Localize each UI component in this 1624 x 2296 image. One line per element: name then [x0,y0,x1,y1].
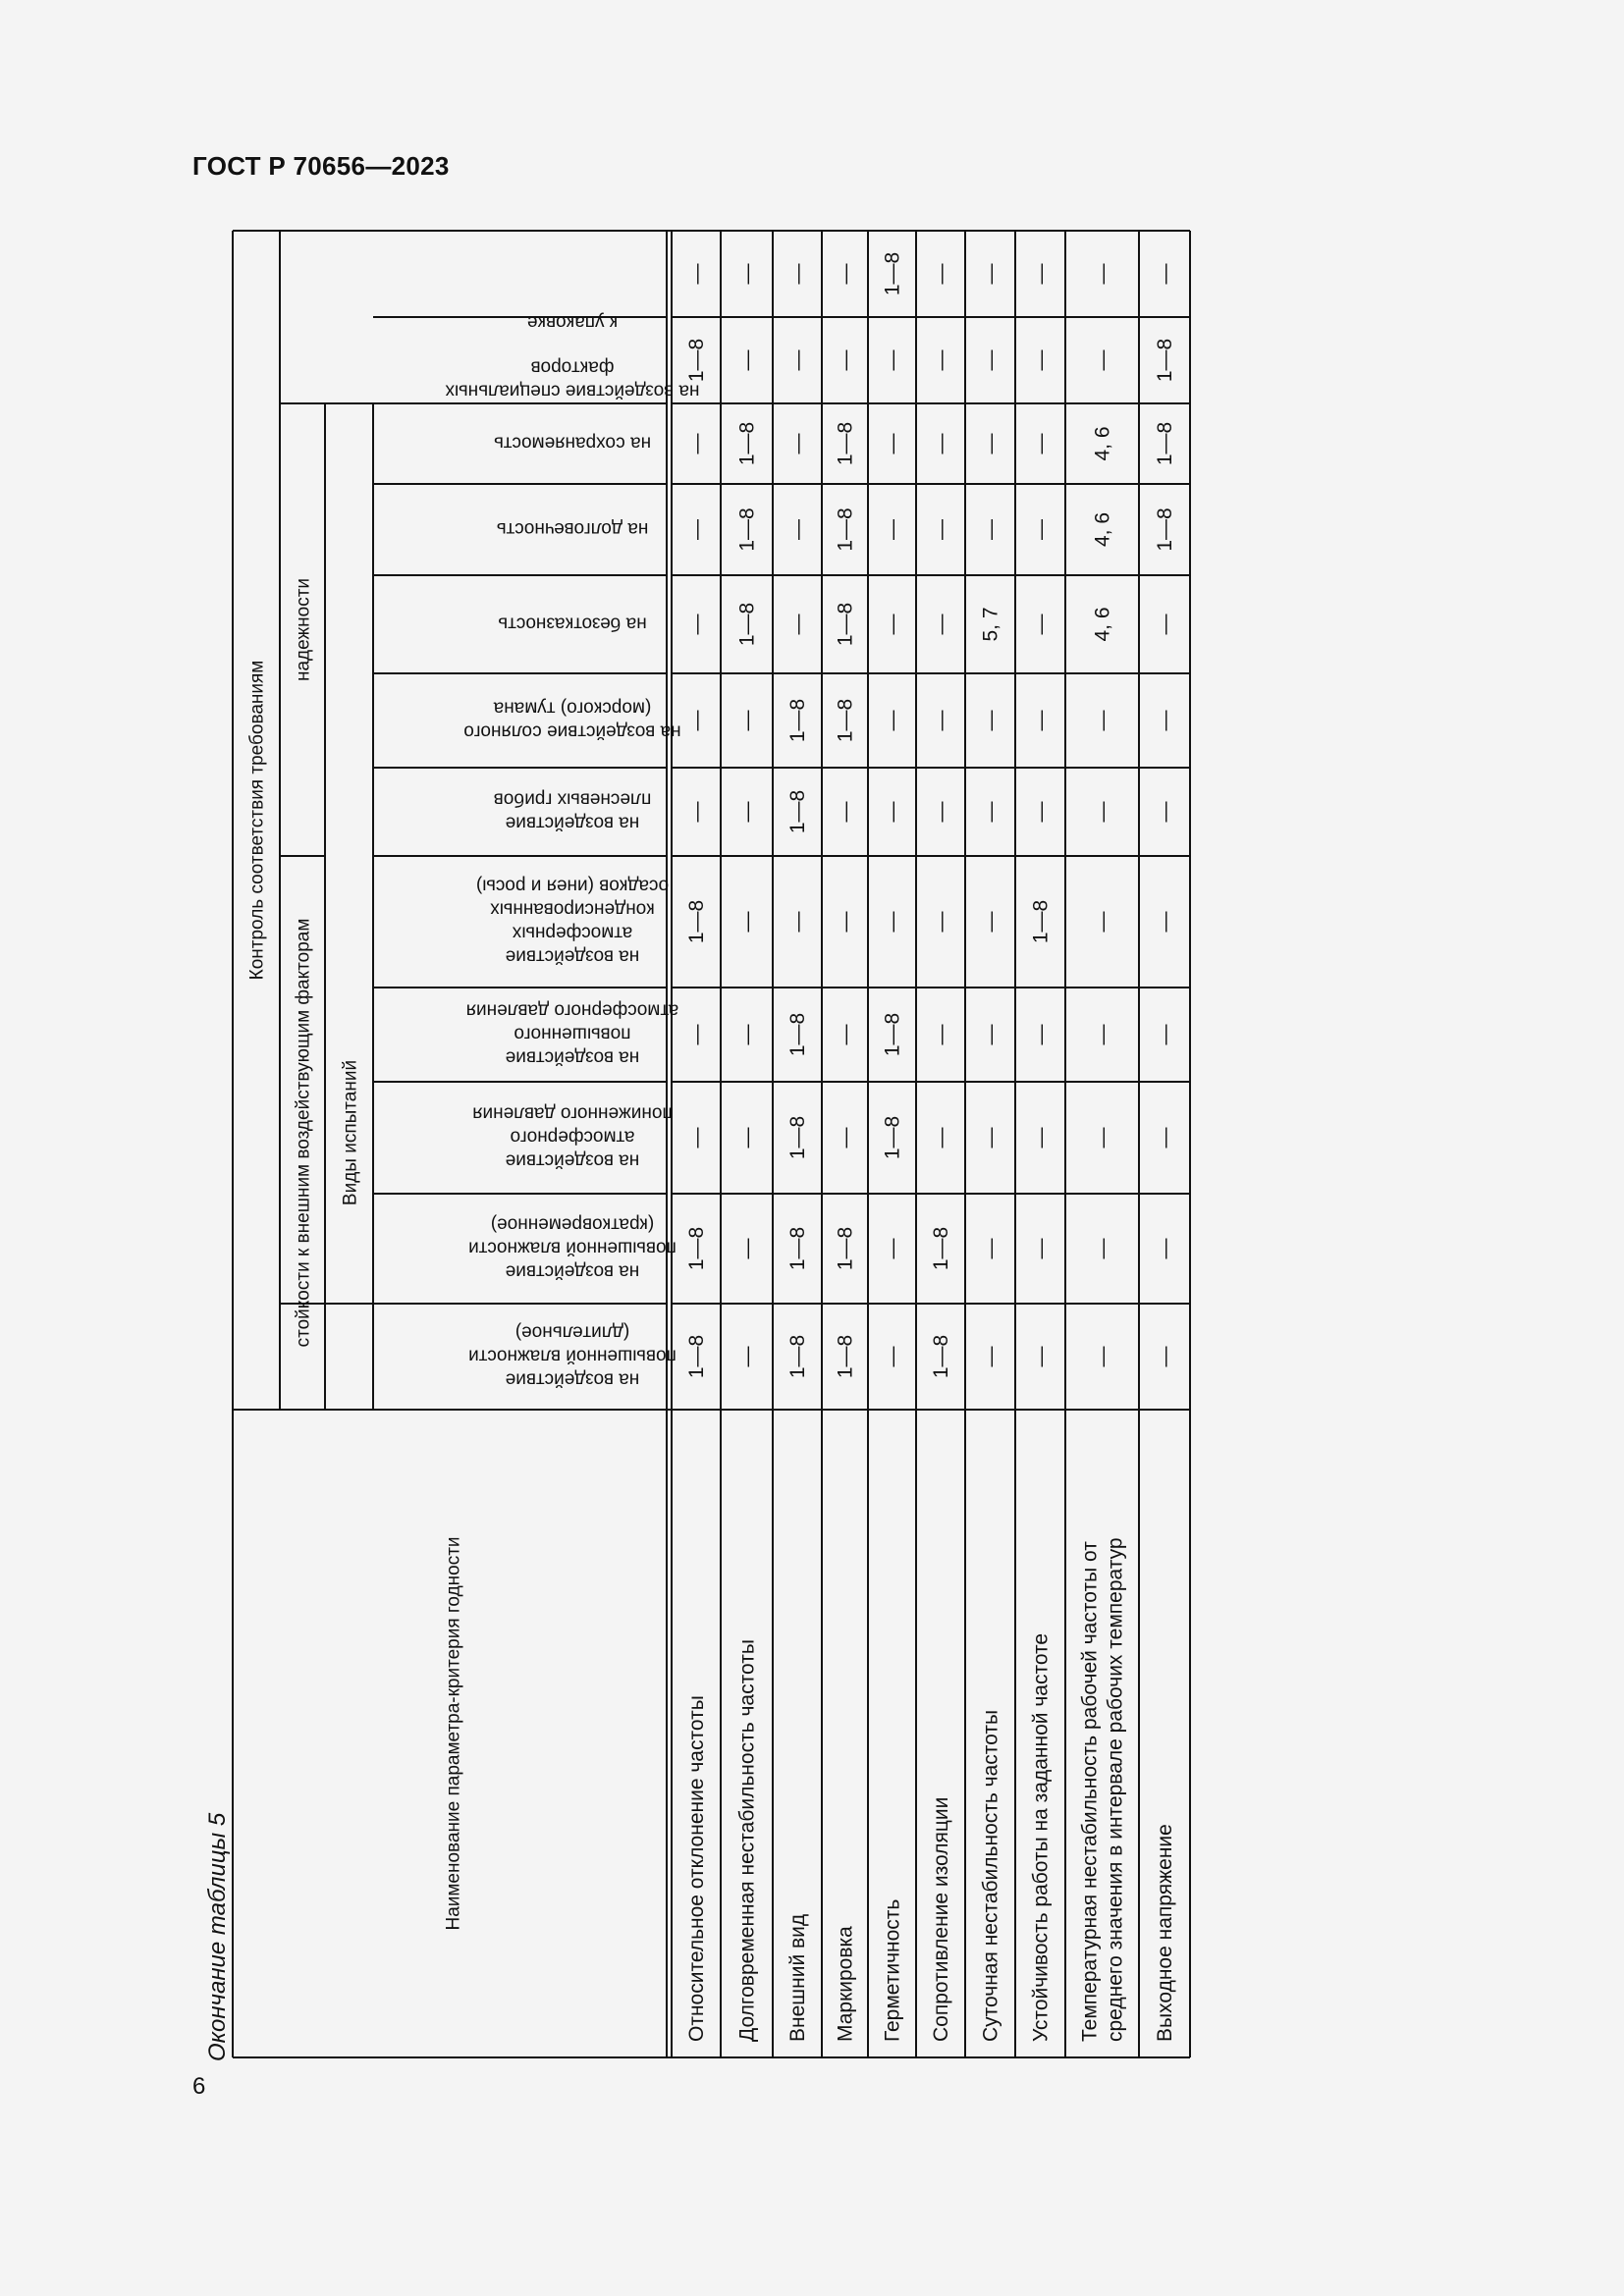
test-types-label: Виды испытаний [340,1059,361,1206]
table-cell: 4, 6 [1091,511,1114,548]
table-cell: — [1091,1127,1114,1148]
table-cell: — [979,911,1002,933]
column-header-test-2: на воздействиеатмосферногопониженного давления [472,1102,673,1171]
table-cell: — [1029,349,1053,371]
table-cell: — [786,433,809,454]
table-cell: — [1154,263,1176,285]
table-cell: — [930,710,952,731]
column-header-test-5: на воздействиеплесневых грибов [493,788,652,833]
column-header-test-6: на воздействие соляного(морского) тумана [463,697,681,742]
table-cell: — [1029,1024,1053,1045]
table-cell: 1—8 [881,251,904,296]
table-cell: — [930,349,952,371]
table-cell: 5, 7 [979,607,1002,642]
row-label: Температурная нестабильность рабочей частоты от среднего значения в интервале рабочих температур [1078,1537,1127,2042]
table-cell: 1—8 [1154,421,1176,466]
table-cell: — [930,263,952,285]
page-number: 6 [192,2073,206,2100]
table-cell: — [881,433,904,454]
table-cell: — [735,1346,759,1367]
column-header-test-8: на долговечность [496,517,649,539]
table-cell: — [930,1024,952,1045]
table-cell: 1—8 [1154,338,1176,383]
table-cell: 1—8 [1154,507,1176,552]
table-cell: — [881,614,904,635]
table-cell: — [735,1238,759,1259]
table-cell: — [1154,710,1176,731]
row-label: Выходное напряжение [1154,1824,1176,2042]
table-cell: — [1029,1346,1053,1367]
table-cell: 1—8 [834,421,857,466]
table-cell: — [735,1024,759,1045]
table-cell: — [1091,911,1114,933]
table-cell: — [930,519,952,540]
table-cell: 1—8 [834,1226,857,1271]
table-cell: 1—8 [786,698,809,743]
table-cell: — [735,710,759,731]
table-cell: 1—8 [685,338,708,383]
table-cell: — [685,1024,708,1045]
table-cell: — [979,710,1002,731]
table-cell: — [930,1127,952,1148]
table-cell: — [881,1238,904,1259]
table-cell: — [930,911,952,933]
table-cell: 4, 6 [1091,426,1114,461]
table-cell: — [979,801,1002,823]
table-cell: 1—8 [735,507,759,552]
table-cell: — [685,614,708,635]
table-cell: — [979,1238,1002,1259]
table-cell: 4, 6 [1091,607,1114,642]
table-cell: — [1029,801,1053,823]
table-cell: — [685,433,708,454]
group-resistance: стойкости к внешним воздействующим факторам [293,918,314,1348]
table-cell: — [1029,519,1053,540]
table-cell: — [979,1127,1002,1148]
table-cell: — [1154,801,1176,823]
row-label: Внешний вид [786,1913,809,2042]
table-cell: 1—8 [930,1334,952,1379]
table-cell: — [1091,1238,1114,1259]
table-cell: 1—8 [685,1226,708,1271]
column-header-test-3: на воздействиеповышенногоатмосферного давления [465,999,679,1068]
table-cell: — [881,1346,904,1367]
column-header-special-factors: на воздействие специальныхфакторов [445,356,700,401]
table-cell: — [786,519,809,540]
table-cell: — [1154,614,1176,635]
table-cell: 1—8 [786,1012,809,1057]
row-label: Герметичность [881,1898,904,2042]
table-cell: 1—8 [786,1226,809,1271]
row-label: Маркировка [834,1926,857,2042]
table-cell: 1—8 [930,1226,952,1271]
table-cell: — [786,263,809,285]
table-cell: — [979,433,1002,454]
table-cell: — [834,801,857,823]
table-cell: — [979,263,1002,285]
table-cell: — [1154,1127,1176,1148]
table-cell: — [834,1024,857,1045]
table-cell: 1—8 [786,1334,809,1379]
table-cell: — [685,519,708,540]
table-cell: — [685,801,708,823]
table-cell: 1—8 [881,1012,904,1057]
table-cell: — [735,349,759,371]
control-header: Контроль соответствия требованиям [246,660,268,981]
table-cell: — [1154,911,1176,933]
table-cell: — [979,1024,1002,1045]
table-cell: — [1091,710,1114,731]
table-cell: — [735,263,759,285]
table-cell: — [685,1127,708,1148]
table-cell: — [1029,433,1053,454]
column-header-test-1: на воздействиеповышенной влажности(кратковременное) [468,1213,677,1282]
table-cell: 1—8 [834,698,857,743]
table-cell: 1—8 [881,1115,904,1160]
table-cell: — [881,801,904,823]
table-cell: — [834,911,857,933]
table-cell: — [979,519,1002,540]
table-caption: Окончание таблицы 5 [204,1812,231,2061]
column-header-test-4: на воздействиеатмосферныхконденсированныхосадков (инея и росы) [475,875,670,967]
table-cell: 1—8 [1029,899,1053,944]
row-label: Относительное отклонение частоты [685,1695,708,2042]
row-label: Устойчивость работы на заданной частоте [1029,1632,1053,2042]
table-cell: — [735,1127,759,1148]
table-cell: — [1154,1024,1176,1045]
table-cell: — [881,349,904,371]
table-cell: — [834,1127,857,1148]
table-cell: — [1154,1238,1176,1259]
group-reliability: надежности [293,577,314,682]
table-cell: — [786,614,809,635]
param-header: Наименование параметра-критерия годности [443,1536,464,1931]
table-cell: 1—8 [735,602,759,647]
table-cell: 1—8 [834,602,857,647]
column-header-packaging: к упаковке [526,311,619,333]
table-cell: — [979,349,1002,371]
table-cell: — [1029,1127,1053,1148]
table-cell: — [1091,263,1114,285]
table-cell: 1—8 [786,1115,809,1160]
column-header-test-0: на воздействиеповышенной влажности(длительное) [468,1321,677,1390]
table-cell: — [834,263,857,285]
column-header-test-7: на безотказность [498,613,647,634]
table-cell: — [1154,1346,1176,1367]
table-cell: — [735,911,759,933]
table-cell: — [685,263,708,285]
column-header-test-9: на сохраняемость [493,432,652,454]
table-cell: — [786,911,809,933]
document-header: ГОСТ Р 70656—2023 [192,151,450,181]
table-cell: — [735,801,759,823]
table-cell: — [930,614,952,635]
table-cell: — [881,911,904,933]
table-cell: — [1029,614,1053,635]
table-cell: 1—8 [685,899,708,944]
table-cell: — [930,433,952,454]
table-cell: — [1029,263,1053,285]
table-cell: 1—8 [735,421,759,466]
table-cell: — [1091,349,1114,371]
table-cell: — [685,710,708,731]
table-cell: — [1029,1238,1053,1259]
table-cell: 1—8 [786,789,809,834]
table-cell: 1—8 [834,507,857,552]
table-cell: 1—8 [685,1334,708,1379]
table-cell: — [834,349,857,371]
table-cell: — [786,349,809,371]
table-cell: — [1091,1024,1114,1045]
table-cell: — [1091,1346,1114,1367]
table-cell: — [930,801,952,823]
table-cell: — [881,519,904,540]
table-cell: 1—8 [834,1334,857,1379]
table-cell: — [1091,801,1114,823]
table-cell: — [979,1346,1002,1367]
row-label: Сопротивление изоляции [930,1796,952,2042]
row-label: Суточная нестабильность частоты [979,1709,1002,2042]
table-cell: — [881,710,904,731]
table-cell: — [1029,710,1053,731]
row-label: Долговременная нестабильность частоты [735,1639,759,2042]
